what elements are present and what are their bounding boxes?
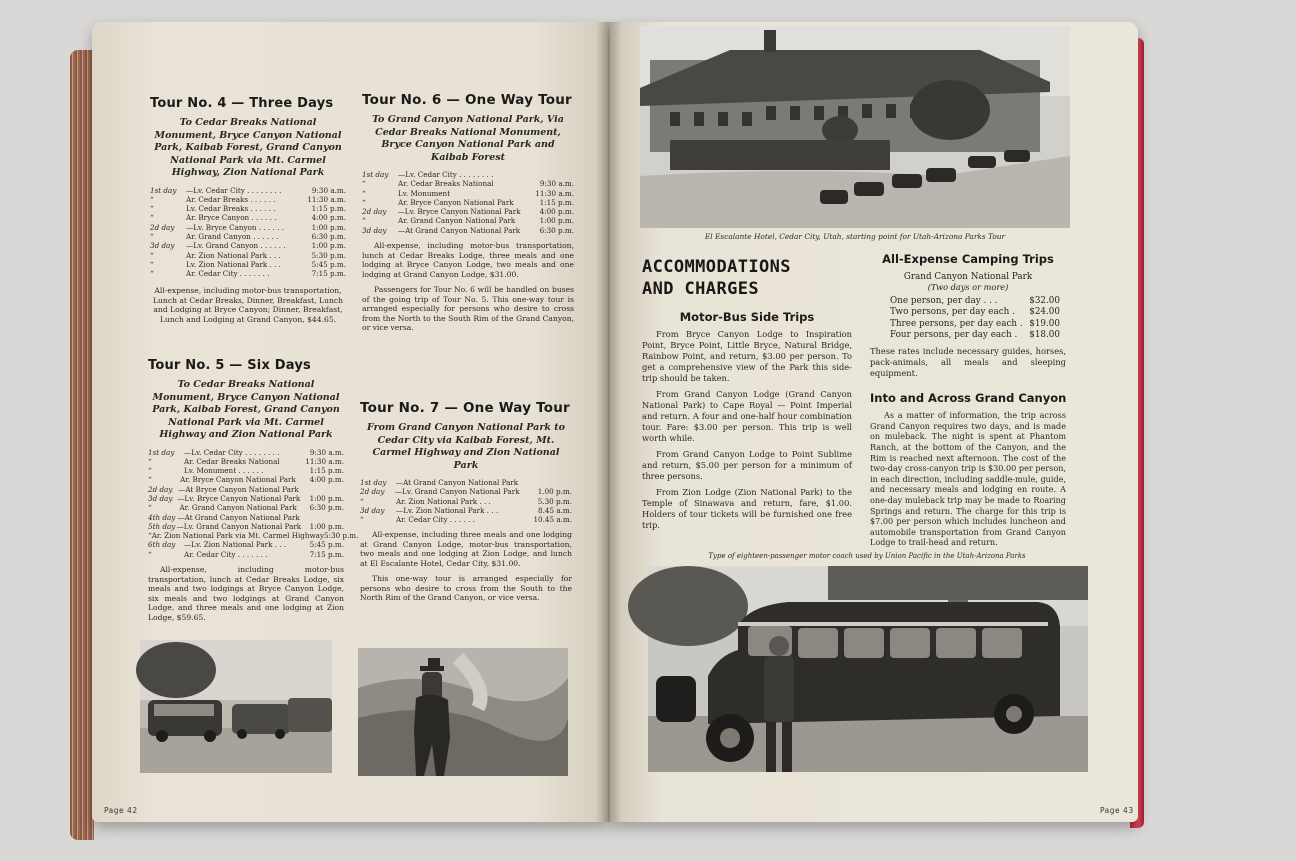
schedule-time: 9:30 a.m. [539, 179, 574, 189]
tour-6-subtitle: To Grand Canyon National Park, Via Cedar Breaks National Monument, Bryce Canyon National Park and Kaibab Forest [372, 114, 564, 163]
camping-park: Grand Canyon National Park [903, 272, 1033, 282]
schedule-row [148, 522, 344, 531]
rate-row [890, 307, 1060, 318]
schedule-stop: Ar. Zion National Park . . . [186, 250, 281, 260]
rate-label: One person, per day . . . [890, 296, 998, 306]
tour-5-note: All-expense, including motor-bus transportation, lunch at Cedar Breaks Lodge, six meals and two lodgings at Bryce Canyon Lodge, six meals and two lodgings at Grand Canyon Lodge, and three meals and one lodging at Zion Lodge, $59.65. [148, 565, 344, 622]
schedule-stop: —Lv. Bryce Canyon National Park [177, 493, 301, 503]
tour-6-schedule [362, 170, 574, 235]
schedule-stop: Ar. Zion National Park via Mt. Carmel Highway [151, 531, 324, 541]
schedule-time: 6:30 p.m. [311, 231, 346, 241]
tour-7-schedule [360, 478, 572, 524]
schedule-row [148, 494, 344, 503]
tour-4-subtitle: To Cedar Breaks National Monument, Bryce Canyon National Park, Kaibab Forest, Grand Canyon National Park via Mt. Carmel Highway, Zion National Park [154, 117, 342, 178]
schedule-stop: —Lv. Bryce Canyon . . . . . . [186, 222, 284, 232]
schedule-row [150, 251, 346, 260]
schedule-day: 1st day [148, 447, 175, 457]
schedule-row [148, 475, 344, 484]
rate-price: $18.00 [1029, 329, 1060, 340]
schedule-day: “ [362, 179, 366, 189]
schedule-row [148, 540, 344, 549]
schedule-day: 2d day [362, 207, 387, 217]
rate-label: Two persons, per day each . [890, 307, 1015, 318]
tour-5-section [148, 358, 359, 622]
schedule-row [360, 506, 572, 515]
schedule-time: 7:15 p.m. [311, 269, 346, 279]
schedule-row [360, 478, 572, 487]
schedule-stop: Lv. Monument . . . . . . [184, 466, 264, 476]
tour-4-note: All-expense, including motor-bus transportation, Lunch at Cedar Breaks, Dinner, Breakfast, Lunch and Lodging at Bryce Canyon; Dinner, Breakfast, Lunch and Lodging at Grand Canyon, $44.65. [153, 286, 343, 324]
tour-7-note-1: All-expense, including three meals and one lodging at Grand Canyon Lodge, motor-bus transportation, two meals and one lodging at Zion Lodge, and lunch at El Escalante Hotel, Cedar City, $31.00. [360, 530, 572, 568]
schedule-stop: Ar. Cedar City . . . . . . . [184, 549, 268, 559]
schedule-row [148, 513, 344, 522]
schedule-stop: Lv. Monument [398, 188, 451, 198]
camping-duration: (Two days or more) [927, 282, 1009, 292]
schedule-day: 3d day [148, 493, 173, 503]
tour-4-title: Tour No. 4 — Three Days [150, 96, 334, 111]
schedule-day: 1st day [360, 478, 387, 487]
bus-photo-caption: Type of eighteen-passenger motor coach used by Union Pacific in the Utah-Arizona Parks [708, 552, 1026, 560]
schedule-row [150, 195, 346, 204]
schedule-stop: Ar. Cedar Breaks . . . . . . [186, 194, 276, 204]
schedule-row [148, 457, 344, 466]
schedule-day: 5th day [148, 521, 176, 531]
photo-motor-coach [648, 566, 1088, 772]
schedule-stop: —Lv. Cedar City . . . . . . . . [186, 185, 282, 195]
schedule-day: 1st day [150, 185, 177, 195]
schedule-row [362, 216, 574, 225]
schedule-day: “ [150, 231, 154, 241]
photo-buses-parked [140, 640, 332, 773]
schedule-time: 1.00 p.m. [537, 487, 572, 497]
schedule-day: 2d day [150, 222, 175, 232]
schedule-stop: —Lv. Zion National Park . . . [184, 540, 287, 550]
schedule-time: 1:00 p.m. [311, 241, 346, 251]
schedule-stop: —Lv. Zion National Park . . . [396, 505, 499, 515]
schedule-row [150, 269, 346, 278]
side-trip-cape-royal: From Grand Canyon Lodge (Grand Canyon National Park) to Cape Royal — Point Imperial and return. A four and one-half hour combination tour. Fare: $3.00 per person. This trip is well worth while. [642, 389, 852, 443]
rate-row [890, 330, 1060, 341]
across-canyon-text: As a matter of information, the trip across Grand Canyon requires two days, and is made on muleback. The night is spent at Phantom Ranch, at the bottom of the Canyon, and the Rim is reached next afternoon. The cost of the two-day cross-canyon trip is $30.00 per person, in each direction, including saddle-mule, guide, and necessary meals and lodging en route. A one-day muleback trip may be made to Roaring Springs and return. The charge for this trip is $7.00 per person which includes luncheon and automobile transportation from Grand Canyon Lodge to trail-head and return. [870, 410, 1066, 548]
schedule-stop: —At Grand Canyon National Park [397, 225, 521, 235]
schedule-time: 6:30 p.m. [309, 503, 344, 513]
rate-price: $19.00 [1029, 318, 1060, 329]
schedule-row [362, 189, 574, 198]
schedule-row [360, 515, 572, 524]
schedule-day: 3d day [360, 505, 385, 515]
schedule-day: “ [360, 496, 364, 506]
schedule-day: “ [148, 466, 152, 476]
rate-row [890, 319, 1060, 330]
schedule-time: 6:30 p.m. [539, 225, 574, 235]
schedule-stop: Ar. Bryce Canyon . . . . . . [186, 213, 277, 223]
schedule-time [520, 170, 574, 179]
schedule-row [360, 497, 572, 506]
schedule-stop: Ar. Cedar City . . . . . . [396, 515, 475, 525]
schedule-time [299, 485, 344, 494]
across-canyon-title: Into and Across Grand Canyon [870, 391, 1067, 406]
rate-row [890, 296, 1060, 307]
schedule-row [150, 186, 346, 195]
schedule-time: 11:30 a.m. [305, 456, 344, 466]
tour-6-section [362, 92, 574, 333]
schedule-time: 8.45 a.m. [538, 505, 572, 515]
schedule-stop: Ar. Grand Canyon National Park [179, 503, 297, 513]
schedule-stop: Lv. Zion National Park . . . [186, 259, 281, 269]
schedule-stop: —Lv. Grand Canyon National Park [394, 487, 520, 497]
schedule-time: 1:15 p.m. [539, 197, 574, 207]
tour-6-note-1: All-expense, including motor-bus transportation, lunch at Cedar Breaks Lodge, three meals and one lodging at Bryce Canyon Lodge, two meals and one lodging at Grand Canyon Lodge, $31.00. [362, 241, 574, 279]
schedule-stop: Ar. Cedar Breaks National [398, 179, 494, 189]
book-gutter-shadow [596, 22, 622, 822]
schedule-day: “ [148, 456, 152, 466]
schedule-day: 2d day [148, 484, 173, 494]
schedule-stop: Ar. Grand Canyon . . . . . . [186, 231, 279, 241]
schedule-row [150, 260, 346, 269]
schedule-row [148, 531, 359, 541]
side-trips-title: Motor-Bus Side Trips [679, 310, 815, 324]
schedule-row [362, 226, 574, 235]
tour-7-note-2: This one-way tour is arranged especially for persons who desire to cross from the South to the North Rim of the Grand Canyon, or vice versa. [360, 574, 572, 603]
schedule-stop: Ar. Zion National Park . . . [396, 496, 491, 506]
photo-el-escalante-hotel [640, 26, 1070, 228]
schedule-day: 1st day [362, 170, 389, 179]
schedule-row [150, 213, 346, 222]
schedule-stop: —At Grand Canyon National Park [177, 512, 300, 522]
right-page-number: Page 43 [1100, 806, 1134, 815]
camping-section [870, 252, 1066, 548]
schedule-row [150, 204, 346, 213]
schedule-time: 4:00 p.m. [311, 213, 346, 223]
schedule-day: “ [150, 269, 154, 279]
schedule-time [300, 513, 344, 522]
schedule-row [150, 223, 346, 232]
schedule-stop: Lv. Cedar Breaks . . . . . . [186, 204, 276, 214]
schedule-day: 4th day [148, 512, 176, 522]
tour-4-section [150, 96, 346, 324]
schedule-stop: Ar. Bryce Canyon National Park [180, 475, 296, 485]
rate-label: Four persons, per day each . [890, 329, 1018, 340]
rate-label: Three persons, per day each . [890, 318, 1023, 329]
rate-price: $32.00 [1029, 296, 1060, 306]
tour-5-title: Tour No. 5 — Six Days [148, 358, 311, 373]
schedule-row [150, 241, 346, 250]
accommodations-title-line-1: ACCOMMODATIONS [642, 257, 791, 277]
schedule-day: “ [362, 216, 366, 226]
schedule-time: 1:15 p.m. [309, 466, 344, 476]
side-trip-point-sublime: From Grand Canyon Lodge to Point Sublime and return, $5.00 per person for a minimum of three persons. [642, 449, 852, 481]
schedule-stop: —Lv. Bryce Canyon National Park [397, 207, 521, 217]
schedule-row [362, 170, 574, 179]
hotel-photo-caption: El Escalante Hotel, Cedar City, Utah, starting point for Utah-Arizona Parks Tour [704, 232, 1006, 241]
tour-7-subtitle: From Grand Canyon National Park to Cedar City via Kaibab Forest, Mt. Carmel Highway and Zion National Park [367, 422, 565, 471]
schedule-day: “ [148, 475, 152, 485]
tour-7-title: Tour No. 7 — One Way Tour [360, 400, 570, 416]
schedule-stop: —Lv. Cedar City . . . . . . . . [184, 447, 280, 457]
schedule-row [148, 503, 344, 512]
schedule-stop: Ar. Grand Canyon National Park [398, 216, 516, 226]
schedule-time: 7:15 p.m. [309, 549, 344, 559]
tour-6-note-2: Passengers for Tour No. 6 will be handled on buses of the going trip of Tour No. 5. This one-way tour is arranged especially for persons who desire to cross from the North to the South Rim of the Grand Canyon, or vice versa. [362, 285, 574, 333]
tour-7-section [360, 400, 572, 603]
accommodations-title-line-2: AND CHARGES [642, 279, 759, 299]
schedule-row [360, 487, 572, 496]
schedule-day: 2d day [360, 487, 385, 497]
rate-price: $24.00 [1029, 307, 1060, 318]
schedule-time: 1:15 p.m. [311, 204, 346, 214]
schedule-time: 1:00 p.m. [311, 222, 346, 232]
side-trip-bryce: From Bryce Canyon Lodge to Inspiration Point, Bryce Point, Little Bryce, Natural Bridge, Rainbow Point, and return, $3.00 per person. To get a comprehensive view of the Park this side-trip should be taken. [642, 329, 852, 383]
schedule-stop: —Lv. Grand Canyon . . . . . . [186, 241, 286, 251]
schedule-day: “ [150, 194, 154, 204]
schedule-day: “ [148, 503, 152, 513]
camping-rates [890, 296, 1060, 341]
schedule-day: “ [150, 250, 154, 260]
schedule-row [148, 550, 344, 559]
tour-6-title: Tour No. 6 — One Way Tour [362, 92, 572, 108]
schedule-day: “ [148, 549, 152, 559]
schedule-day: “ [362, 188, 366, 198]
schedule-stop: Ar. Bryce Canyon National Park [398, 197, 514, 207]
schedule-time [518, 478, 572, 487]
schedule-stop: Ar. Cedar Breaks National [184, 456, 280, 466]
schedule-stop: Ar. Cedar City . . . . . . . [186, 269, 270, 279]
schedule-stop: —At Bryce Canyon National Park [178, 484, 299, 494]
schedule-time: 9:30 a.m. [311, 185, 346, 195]
schedule-time: 4:00 p.m. [539, 207, 574, 217]
side-trip-sinawava: From Zion Lodge (Zion National Park) to the Temple of Sinawava and return, fare, $1.00. Holders of tour tickets will be furnished one free trip. [642, 487, 852, 530]
schedule-time: 4:00 p.m. [309, 475, 344, 485]
schedule-day: 6th day [148, 540, 176, 550]
schedule-time: 11:30 a.m. [307, 194, 346, 204]
schedule-day: “ [360, 515, 364, 525]
schedule-row [362, 179, 574, 188]
schedule-row [148, 466, 344, 475]
schedule-row [148, 485, 344, 494]
schedule-time: 10.45 a.m. [533, 515, 572, 525]
tour-4-schedule [150, 186, 346, 279]
schedule-row [150, 232, 346, 241]
schedule-row [362, 198, 574, 207]
schedule-row [148, 448, 344, 457]
schedule-row [362, 207, 574, 216]
schedule-day: “ [362, 197, 366, 207]
photo-horseback-rider [358, 648, 568, 776]
schedule-stop: —At Grand Canyon National Park [395, 478, 519, 487]
schedule-time: 5:45 p.m. [309, 540, 344, 550]
left-page-number: Page 42 [104, 806, 138, 815]
schedule-day: 3d day [362, 225, 387, 235]
schedule-time: 5:30 p.m. [324, 531, 359, 541]
schedule-time: 11:30 a.m. [535, 188, 574, 198]
schedule-time: 1:00 p.m. [309, 521, 344, 531]
left-page-edges [70, 50, 94, 840]
camping-title: All-Expense Camping Trips [882, 252, 1054, 266]
schedule-time: 5.30 p.m. [537, 496, 572, 506]
schedule-time: 1:00 p.m. [539, 216, 574, 226]
schedule-day: “ [150, 204, 154, 214]
schedule-time: 5:30 p.m. [311, 250, 346, 260]
schedule-time: 1:00 p.m. [309, 493, 344, 503]
schedule-day: “ [148, 531, 152, 541]
schedule-stop: —Lv. Grand Canyon National Park [176, 521, 302, 531]
schedule-time: 9:30 a.m. [309, 447, 344, 457]
tour-5-subtitle: To Cedar Breaks National Monument, Bryce Canyon National Park, Kaibab Forest, Grand Canyon National Park via Mt. Carmel Highway and Zion National Park [152, 379, 340, 440]
tour-5-schedule [148, 447, 359, 560]
schedule-day: “ [150, 259, 154, 269]
schedule-day: “ [150, 213, 154, 223]
schedule-time: 5:45 p.m. [311, 259, 346, 269]
schedule-day: 3d day [150, 241, 175, 251]
camping-note: These rates include necessary guides, horses, pack-animals, all meals and sleeping equipment. [870, 346, 1066, 379]
schedule-stop: —Lv. Cedar City . . . . . . . . [398, 170, 494, 179]
accommodations-section [642, 256, 852, 531]
